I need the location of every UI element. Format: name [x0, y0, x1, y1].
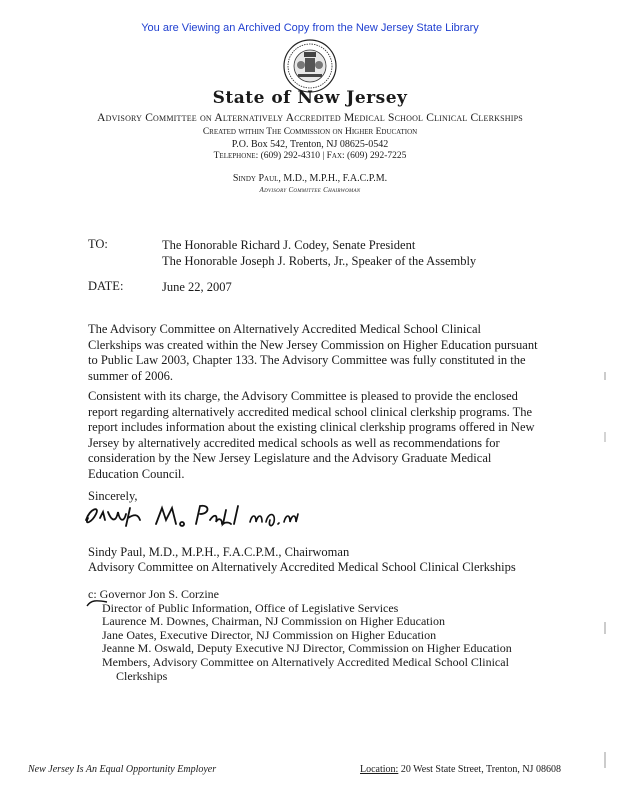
- created-line: Created within The Commission on Higher Education: [202, 127, 418, 137]
- signer-title: Advisory Committee on Alternatively Accredited Medical School Clinical Clerkships: [88, 560, 516, 574]
- equal-opportunity-footer: New Jersey Is An Equal Opportunity Employer: [28, 764, 217, 775]
- to-label: TO:: [88, 237, 108, 251]
- to-recipients: [162, 237, 476, 269]
- committee-name: Advisory Committee on Alternatively Accredited Medical School Clinical Clerkships: [97, 112, 523, 124]
- recipient: The Honorable Joseph J. Roberts, Jr., Speaker of the Assembly: [162, 254, 477, 268]
- chair-title: Advisory Committee Chairwoman: [259, 186, 361, 194]
- cc-item: Clerkships: [116, 668, 168, 683]
- cc-item: Director of Public Information, Office of Legislative Services: [102, 600, 399, 615]
- body-line: Clerkships was created within the New Jersey Commission on Higher Education pursuant: [88, 337, 538, 352]
- cc-item: Laurence M. Downes, Chairman, NJ Commission on Higher Education: [102, 614, 445, 629]
- body-line: summer of 2006.: [88, 368, 174, 383]
- signer-name: Sindy Paul, M.D., M.P.H., F.A.C.P.M., Chairwoman: [88, 545, 350, 559]
- location-value: 20 West State Street, Trenton, NJ 08608: [400, 764, 561, 775]
- recipient: The Honorable Richard J. Codey, Senate President: [162, 238, 416, 252]
- body-paragraph-2: [88, 389, 578, 482]
- location-label: Location:: [360, 764, 399, 775]
- phone-line: Telephone: (609) 292-4310 | Fax: (609) 292-7225: [213, 151, 407, 161]
- cc-item: c: Governor Jon S. Corzine: [88, 587, 219, 601]
- body-paragraph-1: [88, 322, 578, 384]
- cc-list: [88, 588, 512, 683]
- body-line: Jersey by alternatively accredited medical schools as well as recommendations for: [88, 435, 500, 450]
- body-line: Consistent with its charge, the Advisory Committee is pleased to provide the enclosed: [88, 389, 518, 403]
- body-line: report regarding alternatively accredited medical school clinical clerkship programs. The: [88, 404, 533, 419]
- body-line: report includes information about the existing clinical clerkship programs offered in New: [88, 420, 535, 434]
- cc-item: Jeanne M. Oswald, Deputy Executive NJ Director, Commission on Higher Education: [102, 641, 512, 656]
- body-line: The Advisory Committee on Alternatively Accredited Medical School Clinical: [88, 322, 481, 336]
- chair-name: Sindy Paul, M.D., M.P.H., F.A.C.P.M.: [232, 173, 388, 184]
- body-line: consideration by the New Jersey Legislature and the Advisory Graduate Medical: [88, 451, 492, 465]
- state-seal-icon: [282, 38, 338, 94]
- date-label: DATE:: [88, 279, 124, 293]
- date-value: June 22, 2007: [162, 280, 232, 294]
- body-line: Education Council.: [88, 466, 185, 481]
- body-line: to Public Law 2003, Chapter 133. The Advisory Committee was fully constituted in the: [88, 353, 526, 367]
- address-line: P.O. Box 542, Trenton, NJ 08625-0542: [231, 139, 389, 150]
- closing: Sincerely,: [88, 489, 138, 503]
- location-footer: [360, 764, 561, 775]
- scan-edge-marks: [600, 372, 610, 772]
- cc-item: Members, Advisory Committee on Alternatively Accredited Medical School Clinical: [102, 654, 509, 669]
- cc-item: Jane Oates, Executive Director, NJ Commission on Higher Education: [102, 627, 437, 642]
- handwritten-signature: [78, 500, 308, 530]
- archive-banner: You are Viewing an Archived Copy from the New Jersey State Library: [141, 22, 479, 34]
- state-title: State of New Jersey: [212, 88, 408, 108]
